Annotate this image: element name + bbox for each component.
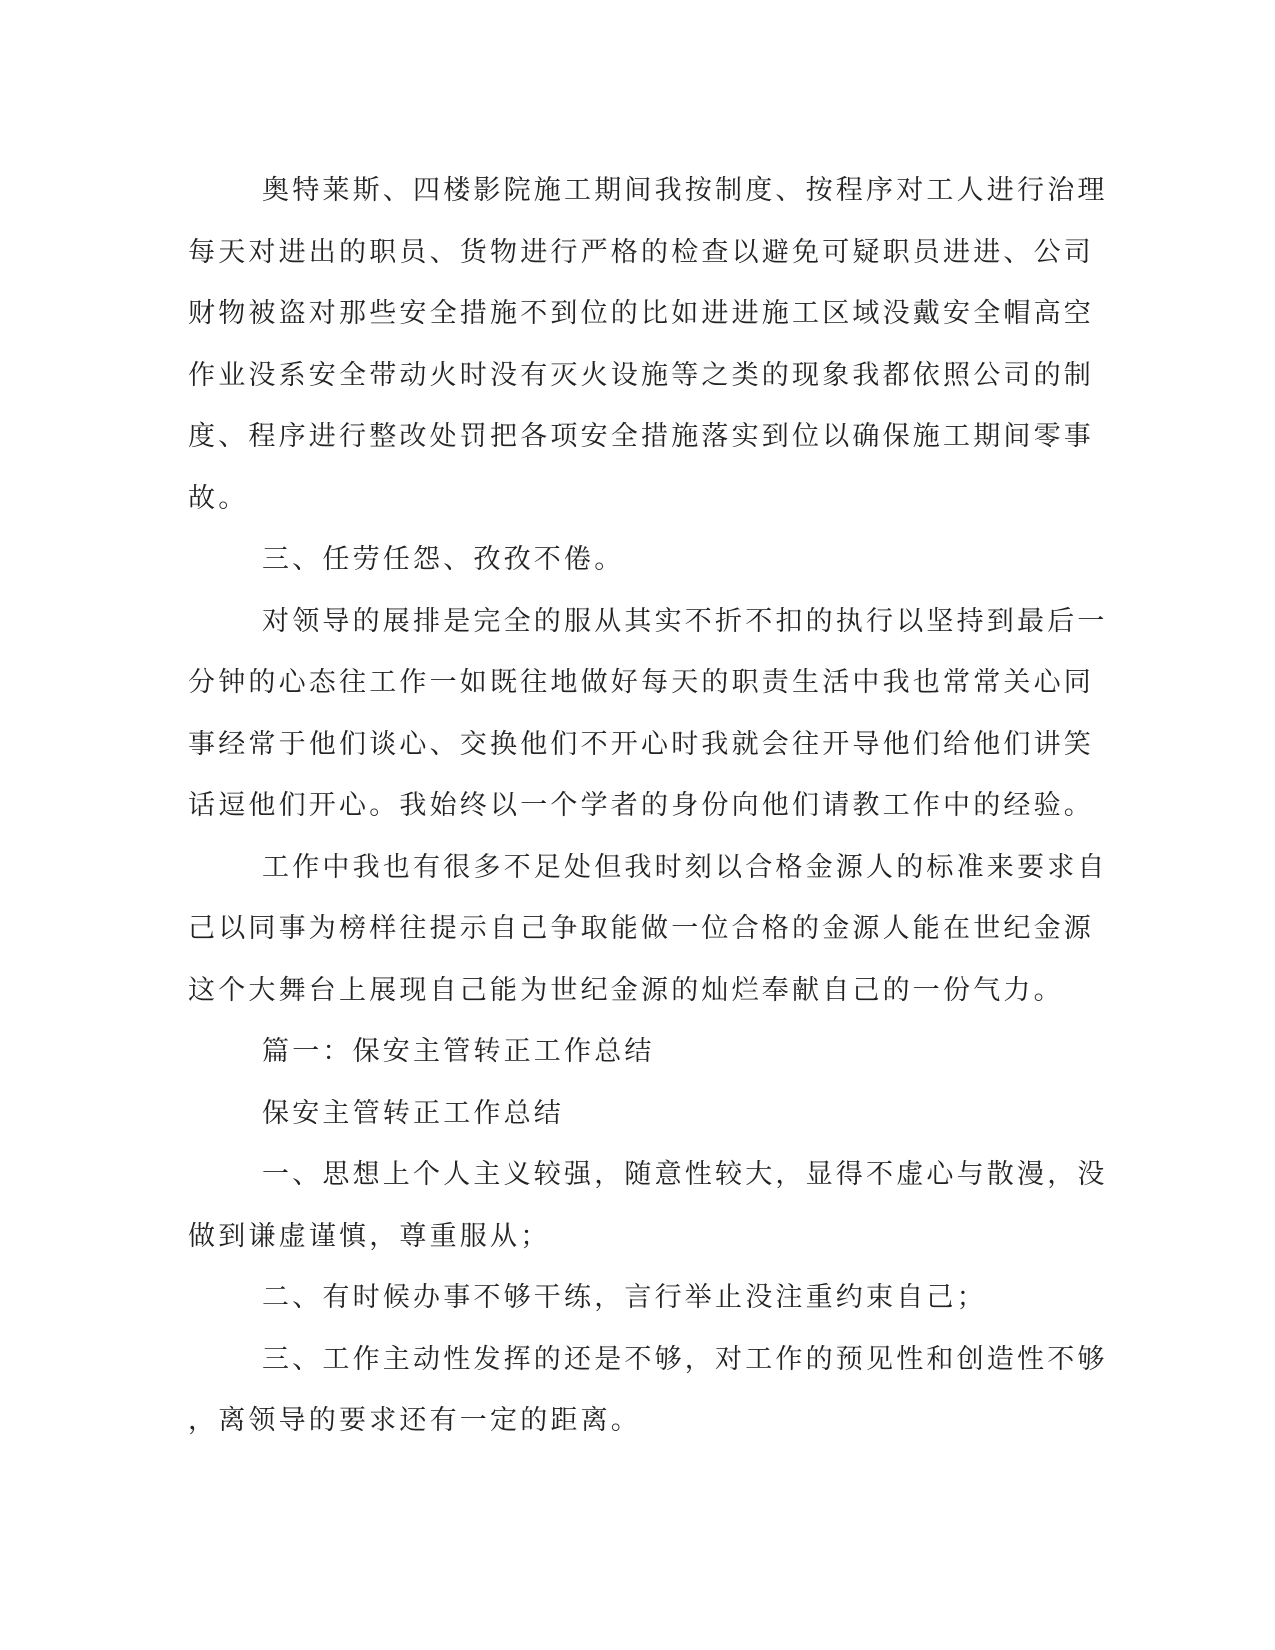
text-line: 这个大舞台上展现自己能为世纪金源的灿烂奉献自己的一份气力。 (188, 974, 1064, 1006)
text-line: 财物被盗对那些安全措施不到位的比如进进施工区域没戴安全帽高空 (188, 298, 1094, 329)
text-line: 度、程序进行整改处罚把各项安全措施落实到位以确保施工期间零事 (188, 421, 1094, 452)
text-line: 己以同事为榜样往提示自己争取能做一位合格的金源人能在世纪金源 (188, 913, 1094, 944)
text-line: 奥特莱斯、四楼影院施工期间我按制度、按程序对工人进行治理 (262, 175, 1108, 206)
text-line: ，离领导的要求还有一定的距离。 (188, 1405, 641, 1436)
text-line: 对领导的展排是完全的服从其实不折不扣的执行以坚持到最后一 (262, 605, 1108, 637)
text-line: 工作中我也有很多不足处但我时刻以合格金源人的标准来要求自 (262, 851, 1108, 883)
text-line: 做到谦虚谨慎，尊重服从； (188, 1220, 551, 1252)
text-line: 一、思想上个人主义较强，随意性较大，显得不虚心与散漫，没 (262, 1159, 1108, 1190)
text-line: 三、工作主动性发挥的还是不够，对工作的预见性和创造性不够 (262, 1343, 1108, 1375)
text-line: 事经常于他们谈心、交换他们不开心时我就会往开导他们给他们讲笑 (188, 728, 1094, 760)
text-line: 故。 (188, 482, 249, 514)
article-title: 保安主管转正工作总结 (262, 1097, 564, 1129)
article-heading: 篇一：保安主管转正工作总结 (262, 1036, 655, 1067)
section-heading: 三、任劳任怨、孜孜不倦。 (262, 544, 625, 575)
document-body (188, 160, 1108, 1452)
text-line: 作业没系安全带动火时没有灭火设施等之类的现象我都依照公司的制 (188, 359, 1094, 391)
text-line: 话逗他们开心。我始终以一个学者的身份向他们请教工作中的经验。 (188, 790, 1094, 821)
text-line: 二、有时候办事不够干练，言行举止没注重约束自己； (262, 1282, 987, 1313)
text-line: 分钟的心态往工作一如既往地做好每天的职责生活中我也常常关心同 (188, 667, 1094, 698)
text-line: 每天对进出的职员、货物进行严格的检查以避免可疑职员进进、公司 (188, 236, 1094, 268)
